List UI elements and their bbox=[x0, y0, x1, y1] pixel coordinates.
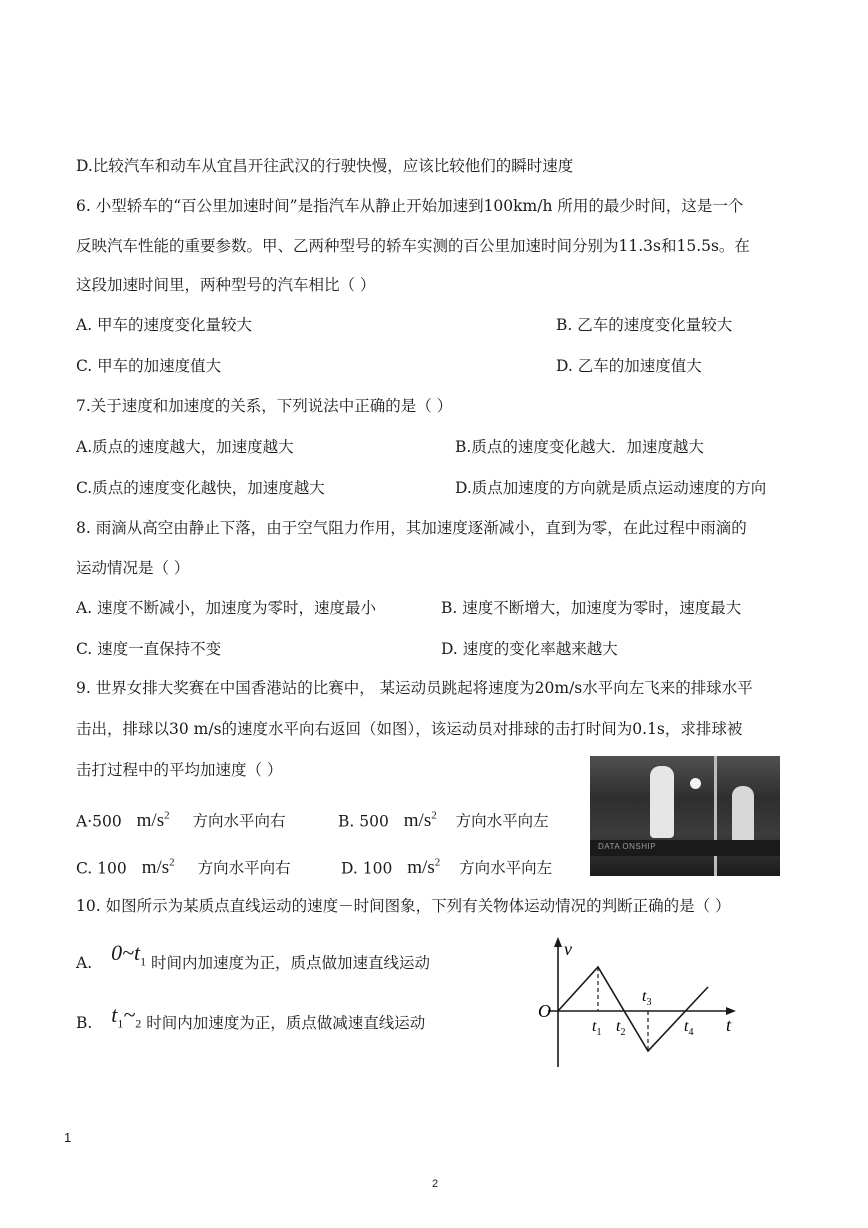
q6-stem-line3: 这段加速时间里，两种型号的汽车相比（ ） bbox=[76, 276, 376, 294]
t-axis-label: t bbox=[726, 1015, 732, 1035]
q9-option-a-unit: $m/s^2$ bbox=[136, 810, 170, 832]
q10-option-a bbox=[76, 940, 431, 980]
q9-option-d-value: D. 100 bbox=[341, 859, 393, 878]
q7-stem: 7.关于速度和加速度的关系，下列说法中正确的是（ ） bbox=[76, 397, 453, 415]
q10-stem: 10. 如图所示为某质点直线运动的速度－时间图象，下列有关物体运动情况的判断正确的是（ ） bbox=[76, 897, 731, 915]
q8-stem-line1: 8. 雨滴从高空由静止下落，由于空气阻力作用，其加速度逐渐减小，直到为零，在此过程中雨滴的 bbox=[76, 519, 747, 537]
t4-label: $t_4$ bbox=[684, 1018, 694, 1038]
q9-stem-line2: 击出，排球以30 m/s的速度水平向右返回（如图），该运动员对排球的击打时间为0.1s，求排球被 bbox=[76, 720, 743, 738]
q9-option-c-direction: 方向水平向右 bbox=[197, 859, 291, 878]
v-axis-label: v bbox=[564, 939, 572, 959]
v-axis-arrow-icon bbox=[554, 937, 562, 947]
q9-option-a bbox=[76, 805, 286, 832]
q7-option-c: C.质点的速度变化越快，加速度越大 bbox=[76, 479, 325, 497]
q10-option-a-label: A. bbox=[76, 954, 93, 972]
q10-option-b-text: 时间内加速度为正，质点做减速直线运动 bbox=[146, 1014, 426, 1032]
q10-option-a-text: 时间内加速度为正，质点做加速直线运动 bbox=[151, 954, 431, 972]
q6-option-c: C. 甲车的加速度值大 bbox=[76, 357, 222, 375]
q5-option-d: D.比较汽车和动车从宜昌开往武汉的行驶快慢，应该比较他们的瞬时速度 bbox=[76, 157, 574, 175]
q10-option-a-interval: $0\sim t_1$ bbox=[111, 940, 147, 969]
q10-option-b bbox=[76, 1002, 426, 1040]
q9-option-b-value: B. 500 bbox=[338, 812, 389, 831]
t1-label: $t_1$ bbox=[592, 1018, 602, 1038]
q9-option-b bbox=[338, 805, 549, 832]
q8-option-d: D. 速度的变化率越来越大 bbox=[441, 640, 618, 658]
velocity-line bbox=[558, 967, 708, 1051]
footer-left-mark: 1 bbox=[64, 1130, 72, 1145]
q9-stem-line1: 9. 世界女排大奖赛在中国香港站的比赛中， 某运动员跳起将速度为20m/s水平向左飞来的排球水平 bbox=[76, 679, 753, 697]
q7-option-b: B.质点的速度变化越大．加速度越大 bbox=[455, 438, 704, 456]
q6-option-a: A. 甲车的速度变化量较大 bbox=[76, 316, 253, 334]
q10-option-b-label: B. bbox=[76, 1014, 93, 1032]
q6-stem-line2: 反映汽车性能的重要参数。甲、乙两种型号的轿车实测的百公里加速时间分别为11.3s和15.5s。在 bbox=[76, 237, 750, 255]
t-axis-arrow-icon bbox=[726, 1007, 736, 1015]
net-figure bbox=[714, 756, 717, 876]
page-number: 2 bbox=[432, 1178, 439, 1190]
photo-banner-text: DATA ONSHIP bbox=[598, 842, 657, 851]
ball-figure bbox=[690, 778, 701, 789]
q9-option-c-value: C. 100 bbox=[76, 859, 127, 878]
q7-option-a: A.质点的速度越大，加速度越大 bbox=[76, 438, 294, 456]
q9-option-c bbox=[76, 852, 291, 879]
velocity-time-graph bbox=[530, 935, 750, 1075]
q6-option-d: D. 乙车的加速度值大 bbox=[556, 357, 702, 375]
origin-label: O bbox=[538, 1001, 551, 1021]
q9-option-d-unit: $m/s^2$ bbox=[407, 857, 441, 879]
q8-option-a: A. 速度不断减小，加速度为零时，速度最小 bbox=[76, 599, 377, 617]
q9-option-b-unit: $m/s^2$ bbox=[403, 810, 437, 832]
t2-label: $t_2$ bbox=[616, 1018, 626, 1038]
q9-option-d-direction: 方向水平向左 bbox=[459, 859, 553, 878]
attacker-figure bbox=[650, 766, 674, 838]
t3-label: $t_3$ bbox=[642, 988, 652, 1008]
volleyball-photo bbox=[590, 756, 780, 876]
q9-option-a-value: A·500 bbox=[76, 812, 122, 831]
q7-option-d: D.质点加速度的方向就是质点运动速度的方向 bbox=[455, 479, 767, 497]
q10-option-b-interval: $t_1\sim_2$ bbox=[111, 1002, 142, 1031]
q9-option-d bbox=[341, 852, 552, 879]
q9-option-c-unit: $m/s^2$ bbox=[141, 857, 175, 879]
q8-stem-line2: 运动情况是（ ） bbox=[76, 559, 190, 577]
q6-stem-line1: 6. 小型轿车的“百公里加速时间”是指汽车从静止开始加速到100km/h 所用的最少时间，这是一个 bbox=[76, 197, 744, 215]
q8-option-c: C. 速度一直保持不变 bbox=[76, 640, 222, 658]
q8-option-b: B. 速度不断增大，加速度为零时，速度最大 bbox=[441, 599, 742, 617]
q9-option-b-direction: 方向水平向左 bbox=[455, 812, 549, 831]
q9-option-a-direction: 方向水平向右 bbox=[192, 812, 286, 831]
q9-stem-line3: 击打过程中的平均加速度（ ） bbox=[76, 761, 283, 779]
q6-option-b: B. 乙车的速度变化量较大 bbox=[556, 316, 733, 334]
